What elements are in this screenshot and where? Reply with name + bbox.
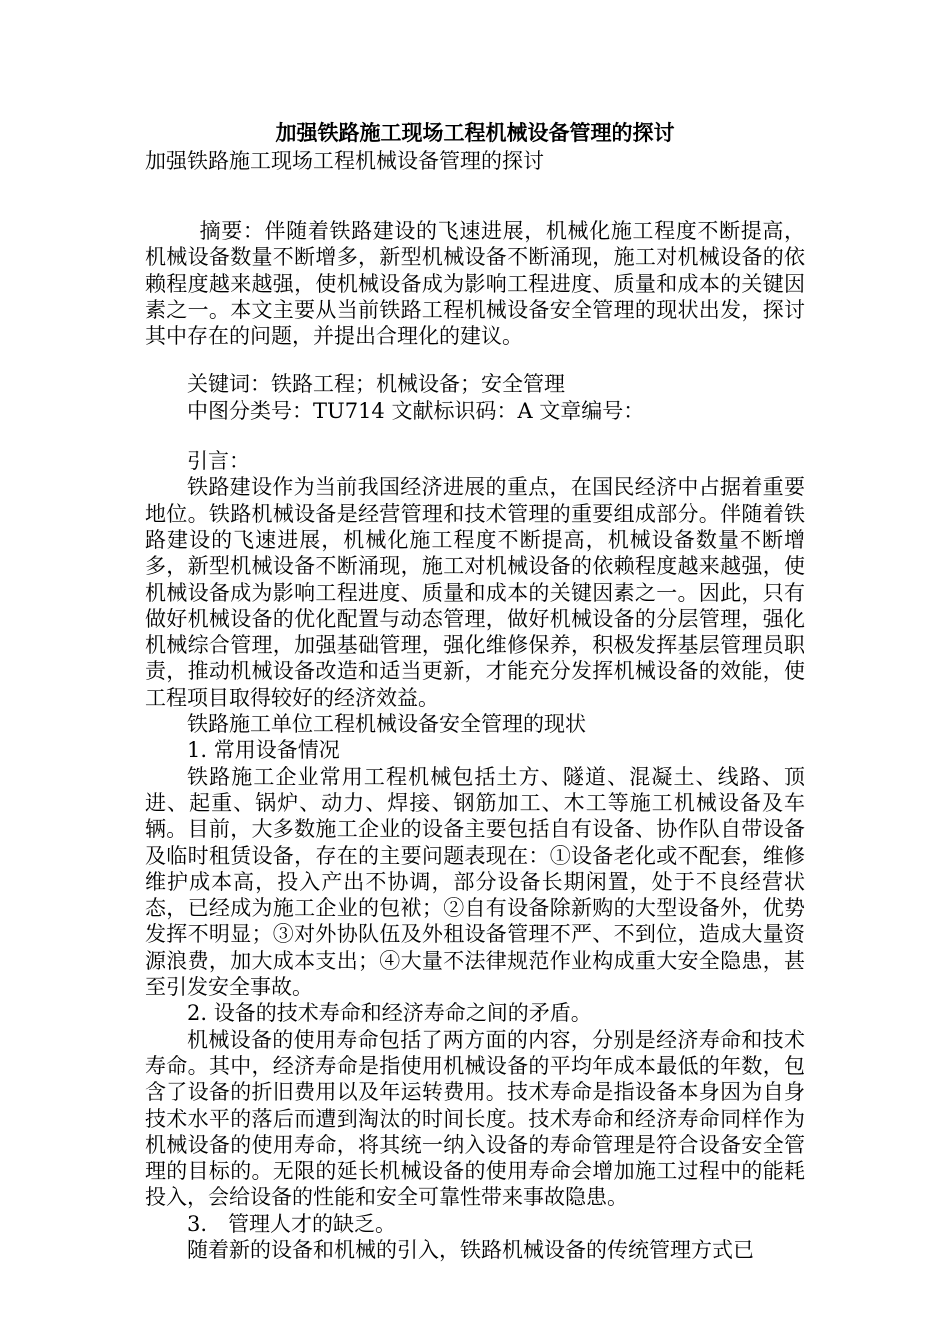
classification-line: 中图分类号：TU714 文献标识码：A 文章编号： bbox=[187, 398, 645, 423]
item3-paragraph: 随着新的设备和机械的引入，铁路机械设备的传统管理方式已 bbox=[187, 1237, 754, 1262]
document-page bbox=[145, 118, 805, 1263]
spacer bbox=[145, 349, 805, 371]
keywords-line: 关键词：铁路工程；机械设备；安全管理 bbox=[187, 372, 565, 397]
intro-heading: 引言： bbox=[187, 449, 250, 474]
item2-heading: 2. 设备的技术寿命和经济寿命之间的矛盾。 bbox=[187, 1001, 592, 1026]
item1-heading: 1. 常用设备情况 bbox=[187, 738, 340, 763]
section-heading: 铁路施工单位工程机械设备安全管理的现状 bbox=[187, 712, 586, 737]
item2-paragraph: 机械设备的使用寿命包括了两方面的内容，分别是经济寿命和技术寿命。其中，经济寿命是指使用机械设备的平均年成本最低的年数，包含了设备的折旧费用以及年运转费用。技术寿命是指设备本身因为自身技术水平的落后而遭到淘汰的时间长度。技术寿命和经济寿命同样作为机械设备的使用寿命，将其统一纳入设备的寿命管理是符合设备安全管理的目标的。无限的延长机械设备的使用寿命会增加施工过程中的能耗投入，会给设备的性能和安全可靠性带来事故隐患。 bbox=[145, 1027, 805, 1210]
document-subtitle: 加强铁路施工现场工程机械设备管理的探讨 bbox=[145, 149, 544, 173]
spacer bbox=[145, 424, 805, 448]
document-title: 加强铁路施工现场工程机械设备管理的探讨 bbox=[275, 120, 675, 145]
spacer bbox=[145, 174, 805, 218]
abstract-paragraph: 摘要：伴随着铁路建设的飞速进展，机械化施工程度不断提高，机械设备数量不断增多，新型机械设备不断涌现，施工对机械设备的依赖程度越来越强，使机械设备成为影响工程进度、质量和成本的关键因素之一。本文主要从当前铁路工程机械设备安全管理的现状出发，探讨其中存在的问题，并提出合理化的建议。 bbox=[145, 219, 805, 349]
item1-paragraph: 铁路施工企业常用工程机械包括土方、隧道、混凝土、线路、顶进、起重、锅炉、动力、焊接、钢筋加工、木工等施工机械设备及车辆。目前，大多数施工企业的设备主要包括自有设备、协作队自带设备及临时租赁设备，存在的主要问题表现在：①设备老化或不配套，维修维护成本高，投入产出不协调，部分设备长期闲置，处于不良经营状态，已经成为施工企业的包袱；②自有设备除新购的大型设备外，优势发挥不明显；③对外协队伍及外租设备管理不严、不到位，造成大量资源浪费，加大成本支出；④大量不法律规范作业构成重大安全隐患，甚至引发安全事故。 bbox=[145, 764, 805, 1000]
item3-heading: 3. 管理人才的缺乏。 bbox=[187, 1211, 397, 1236]
intro-paragraph: 铁路建设作为当前我国经济进展的重点，在国民经济中占据着重要地位。铁路机械设备是经营管理和技术管理的重要组成部分。伴随着铁路建设的飞速进展，机械化施工程度不断提高，机械设备数量不断增多，新型机械设备不断涌现，施工对机械设备的依赖程度越来越强，使机械设备成为影响工程进度、质量和成本的关键因素之一。因此，只有做好机械设备的优化配置与动态管理，做好机械设备的分层管理，强化机械综合管理，加强基础管理，强化维修保养，积极发挥基层管理员职责，推动机械设备改造和适当更新，才能充分发挥机械设备的效能，使工程项目取得较好的经济效益。 bbox=[145, 475, 805, 710]
